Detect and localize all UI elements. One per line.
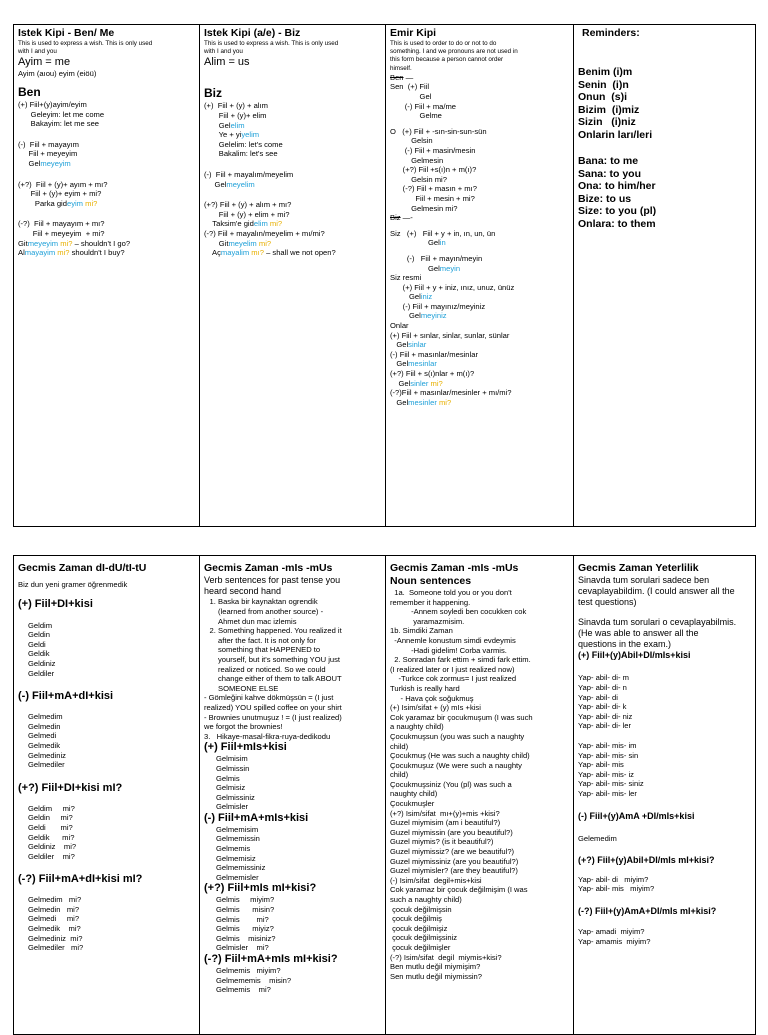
conjugation: Geldin [28,630,50,640]
conjugation: Gelmemis miyim? [216,966,281,975]
note-line: a naughty child) [390,722,444,732]
conjugation-list [28,804,195,862]
usage-line: yourself, but it's something YOU just [218,654,341,664]
conjugation: Gelmissiniz [216,792,255,802]
description: This is used to express a wish. This is only used with I and you [204,40,339,56]
note-line: -Hadi gidelim! Corba varmis. [390,645,507,655]
notes [390,588,569,981]
description: This is used to order to do or not to do something. I and we pronouns are not used in this form because a person cannot order himself. [390,40,518,72]
conjugation: Gelmemisler [216,872,259,882]
conjugation: Yap- amamis miyim? [578,936,651,946]
note-line: çocuk değilmişler [390,942,451,952]
conjugation: Gelmedik mi? [28,924,81,934]
conjugation: Gelmemis [216,844,251,854]
conjugation: Gelmisler mi? [216,943,269,953]
conjugation: Gelmemissiniz [216,863,266,873]
rule-heading: Alim = us [204,56,250,69]
note-line: Guzel miymisler? (are they beautiful?) [390,866,518,876]
conjugation: Yap- abil- mis- iz [578,769,634,779]
note-line: Guzel miymisim (am i beautiful?) [390,818,501,828]
section-subtitle: Noun sentences [390,575,472,587]
section-title: Gecmis Zaman dI-dU/tI-tU [18,562,147,574]
reminder-item: Sizin (i)niz [578,116,636,128]
conjugation: Gelmis misin? [216,905,275,915]
note-line: çocuk değilmişsin [390,904,452,914]
paragraph-line: Sinavda tum sorulari sadece ben [578,575,710,585]
note-line: Turkish is really hard [390,683,460,693]
note-line: Çocukmuşler [390,799,435,809]
note-line: child) [390,741,409,751]
conjugation: Geldi [28,639,46,649]
dative-list [578,155,751,230]
formula: (-?) Fiil+mA+mIs mI+kisi? [204,953,338,965]
rule-heading: Ayim = me [18,56,71,69]
conjugation: Gelmedin mi? [28,904,80,914]
past-tense-table [13,555,756,1035]
conjugation: Geldim [28,620,53,630]
possessive-list [578,66,751,141]
note-line: Guzel miymissiz? (are we beautiful?) [390,847,515,857]
formula: (+) Fiil+(y)Abil+DI/mIs+kisi [578,650,691,661]
conjugation: Gelmediler [28,760,65,770]
conjugation: Gelmemisiz [216,853,256,863]
conjugation-list [28,895,195,953]
paragraph-line: questions in the exam.) [578,639,672,650]
emir-kipi-cell [386,25,574,527]
usage-line: after the fact. It is not only for [218,635,316,645]
conjugation: Yap- abil- mis- im [578,740,637,750]
intro: Verb sentences for past tense you heard second hand [204,575,341,597]
conjugation: Yap- abil- mis- siniz [578,779,644,789]
conjugation-list [578,673,751,731]
note-line: (+?) Isim/sifat mı+(y)+mis +kisi? [390,808,500,818]
note-line: Çocukmuş (He was such a naughty child) [390,751,530,761]
gecmis-zaman-yeterlilik-cell [574,556,756,1035]
usage-line: change either of them to talk ABOUT [218,674,342,684]
note-line: remember it happening. [390,597,471,607]
conjugation: Gelmememis misin? [216,975,292,985]
intro: Biz dun yeni gramer öğrenmedik [18,580,128,589]
examples: (+) Fiil+(y)ayim/eyim Geleyim: let me come Bakayim: let me see (-) Fiil + mayayım Fiil + meyeyim Gelmeyeyim (+?) Fiil + (y)+ ayım + mı? Fiil + (y)+ eyim + mi? Parka gideyim mi? (-?) Fiil + mayayım + mı? Fiil + meyeyim + mi? Gitmeyeyim mi? – shouldn't I go? Almayayim mi? shouldn't I buy? [18,100,131,258]
formula: (-?) Fiil+(y)AmA+DI/mIs mI+kisi? [578,905,717,916]
formula: (+) Fiil+mIs+kisi [204,741,287,754]
conjugation: Gelmisim [216,754,248,764]
note-line: (-) Isim/sifat degil+mis+kisi [390,875,482,885]
note-line: çocuk değilmişiz [390,923,448,933]
conjugation: Yap- amadi miyim? [578,926,645,936]
conjugation: Yap- abil- mis miyim? [578,884,655,894]
reminder-item: Sana: to you [578,167,642,180]
usage-list [204,597,381,693]
conjugation: Gelmis [216,773,240,783]
note-line: such a naughty child) [390,895,462,904]
note-line: -Turkce cok zormus= I just realized [390,674,517,684]
conjugation: Gelmedim [28,712,63,722]
conjugation: Gelmis mi? [216,914,269,924]
examples: Ben — Sen (+) Fiil Gel (-) Fiil + ma/me Gelme O (+) Fiil + -sın-sin-sun-sün Gelsin (-) Fiil + masin/mesin Gelmesin (+?) Fiil +s(ı)n + m(ı)? Gelsin mi? (-?) Fiil + masın + mı? Fiil + mesin + mi? Gelmesin mi? Biz —- Siz (+) Fiil + y + in, ın, un, ün Gelin (-) Fiil + mayın/meyin Gelmeyin Siz resmi (+) Fiil + y + iniz, ınız, unuz, ünüz Geliniz (-) Fiil + mayınız/meyiniz Gelmeyiniz Onlar (+) Fiil + sınlar, sinlar, sunlar, sünlar Gelsinlar (-) Fiil + masınlar/mesinlar Gelmesinlar (+?) Fiil + s(ı)nlar + m(ı)? Gelsinler mi? (-?)Fiil + masınlar/mesinler + mı/mi? Gelmesinler mi? [390,72,515,407]
paragraph-line: cevaplayabildim. (I could answer all the [578,586,735,597]
istek-kipi-ben-cell [14,25,200,527]
reminder-item: Onlarin ları/leri [578,128,653,141]
usage-line: 1. Baska bir kaynaktan ogrendik [218,597,318,607]
reminder-item: Benim (i)m [578,66,633,78]
conjugation: Yap- abil- di- k [578,702,627,712]
conjugation: Gelmis misiniz? [216,933,276,943]
paragraph-line: Sinavda tum sorulari o cevaplayabilmis. [578,616,737,627]
conjugation: Yap- abil- di- niz [578,711,633,721]
section-title: Gecmis Zaman -mIs -mUs [390,562,519,574]
conjugation: Gelmedik [28,740,61,750]
usage-line: 2. Something happened. You realized it [218,626,342,636]
usage-line: (learned from another source) - [218,607,324,616]
formula: (+) Fiil+DI+kisi [18,597,93,610]
conjugation-list [578,741,751,799]
reminder-item: Ona: to him/her [578,180,656,192]
section-title: Istek Kipi (a/e) - Biz [204,27,301,39]
section-title: Gecmis Zaman -mIs -mUs [204,562,333,574]
note-line: Ben mutlu değil miymişim? [390,962,481,972]
note-line: - Hava çok soğukmuş [390,693,474,703]
conjugation: Geldiler mi? [28,851,75,861]
note-line: Guzel miymissiniz (are you beautiful?) [390,856,519,866]
conjugation: Gelmediler mi? [28,943,84,953]
conjugation: Yap- abil- di- n [578,683,627,693]
conjugation: Yap- abil- di [578,692,618,702]
conjugation: Geldiler [28,668,55,678]
example-paragraph [578,617,751,651]
note-line: Cok yaramaz bir çocuk değilmişim (I was [390,885,528,895]
conjugation-list [578,927,751,946]
conjugation: Geldik [28,649,50,659]
gecmis-zaman-di-cell [14,556,200,1035]
gecmis-zaman-mis-verb-cell [200,556,386,1035]
conjugation: Gelmedim mi? [28,895,82,905]
conjugation-list [216,966,381,995]
conjugation: Gelmemissin [216,834,260,844]
imperative-wish-table [13,24,756,527]
reminder-item: Senin (i)n [578,78,629,91]
usage-line: realized or noticed. So we could [218,664,326,674]
conjugation: Geldim mi? [28,803,75,813]
conjugation-list [216,895,381,953]
note-line: 1b. Simdiki Zaman [390,626,453,636]
section-title: Emir Kipi [390,27,437,39]
conjugation: Geldiniz [28,658,56,668]
conjugation: Gelmemisim [216,824,259,834]
pronoun-heading: Biz [204,86,222,101]
paragraph-line: (He was able to answer all the [578,627,699,638]
note-line: 1a. Someone told you or you don't [390,588,512,597]
section-title: Gecmis Zaman Yeterlilik [578,562,699,574]
conjugation: Gelmisiz [216,783,246,793]
usage-line: Ahmet dun mac izlemis [218,616,297,626]
note-line: Çocukmuşuz (We were such a naughty [390,760,522,770]
conjugation: Yap- abil- mis- ler [578,788,637,798]
section-title: Istek Kipi - Ben/ Me [18,27,115,39]
conjugation: Yap- abil- di miyim? [578,874,649,884]
formula: (+?) Fiil+(y)Abil+DI/mIs mI+kisi? [578,855,715,866]
conjugation: Gelmemis mi? [216,985,271,995]
example: Gelemedim [578,833,617,843]
usage-line: SOMEONE ELSE [218,683,279,693]
conjugation: Gelmedin [28,721,61,731]
conjugation: Gelmis miyiz? [216,924,274,934]
conjugation: Yap- abil- di- m [578,673,629,683]
conjugation: Gelmis miyim? [216,895,275,905]
formula: (+?) Fiil+mIs mI+kisi? [204,882,317,895]
note-line: -Annem soyledi ben cocukken cok [390,607,527,617]
conjugation: Geldin mi? [28,813,73,823]
example-paragraph [578,575,751,609]
examples: - Gömleğini kahve dökmüşsün = (I just realized) YOU spilled coffee on your shirt - Brownies unutmuşuz ! = (I just realized) we forgot the brownies! 3. Hikaye-masal-fikra-ruya-dedikodu [204,693,342,741]
conjugation: Geldik mi? [28,832,75,842]
conjugation-list [578,875,751,894]
conjugation: Gelmediniz [28,750,66,760]
conjugation: Geldi mi? [28,822,73,832]
istek-kipi-biz-cell [200,25,386,527]
conjugation: Geldiniz mi? [28,842,77,852]
note-line: naughty child) [390,789,438,799]
usage-line: something that HAPPENED to [218,645,321,655]
note-line: Guzel miymissin (are you beautiful?) [390,827,513,837]
note-line: (+) Isim/sifat + (y) mIs +kisi [390,703,481,713]
conjugation: Yap- abil- di- ler [578,721,632,731]
note-line: Cok yaramaz bir çocukmuşum (I was such [390,712,533,722]
description: This is used to express a wish. This is only used with I and you [18,40,153,56]
conjugation: Gelmedi mi? [28,914,80,924]
reminder-item: Bizim (i)miz [578,103,640,116]
note-line: Guzel miymis? (is it beautiful?) [390,837,494,847]
conjugation-list [216,754,381,812]
formula: (-) Fiil+(y)AmA +DI/mIs+kisi [578,810,695,821]
note-line: (-?) Isim/sifat degil miymis+kisi? [390,952,502,962]
conjugation-list [28,712,195,770]
examples: (+) Fiil + (y) + alım Fiil + (y)+ elim Gelelim Ye + yiyelim Gelelim: let's come Bakalim: let's see (-) Fiil + mayalım/meyelim Gelmeyelim (+?) Fiil + (y) + alım + mı? Fiil + (y) + elim + mi? Taksim'e gidelim mi? (-?) Fiil + mayalın/meyelim + mı/mi? Gitmeyelim mi? Açmayalim mı? – shall we not open? [204,101,336,258]
pronoun-heading: Ben [18,85,41,99]
reminder-item: Onun (s)i [578,91,627,103]
reminder-item: Onlara: to them [578,217,656,230]
note-line: yaramazmisim. [390,616,465,626]
rule-note: Ayim (aıou) eyim (eiöü) [18,69,97,79]
reminders-cell [574,25,756,527]
paragraph-line: test questions) [578,597,637,608]
note-line: child) [390,770,409,780]
section-title: Reminders: [582,27,640,39]
note-line: çocuk değilmiş [390,914,442,924]
conjugation: Yap- abil- mis [578,760,624,770]
conjugation: Gelmedi [28,731,57,741]
note-line: -Annemle konustum simdi evdeymis [390,635,516,645]
conjugation: Gelmissin [216,763,250,773]
conjugation: Gelmediniz mi? [28,933,83,943]
formula: (-?) Fiil+mA+dI+kisi mI? [18,873,143,886]
conjugation: Yap- abil- mis- sin [578,750,639,760]
conjugation: Gelmisler [216,802,249,812]
note-line: (I realized later or I just realized now) [390,664,515,674]
formula: (-) Fiil+mA+dI+kisi [18,690,114,703]
gecmis-zaman-mis-noun-cell [386,556,574,1035]
note-line: Çocukmuşsun (you was such a naughty [390,731,525,741]
reminder-item: Bana: to me [578,155,639,167]
formula: (-) Fiil+mA+mIs+kisi [204,811,309,824]
conjugation-list [28,621,195,679]
conjugation-list [216,825,381,883]
note-line: Sen mutlu değil miymissin? [390,971,483,981]
reminder-item: Size: to you (pl) [578,205,657,217]
note-line: Çocukmuşsiniz (You (pl) was such a [390,779,512,789]
formula: (+?) Fiil+DI+kisi mI? [18,781,123,794]
note-line: çocuk değilmişsiniz [390,933,458,943]
note-line: 2. Sonradan fark ettim + simdi fark ettim. [390,655,531,665]
reminder-item: Bize: to us [578,192,632,205]
